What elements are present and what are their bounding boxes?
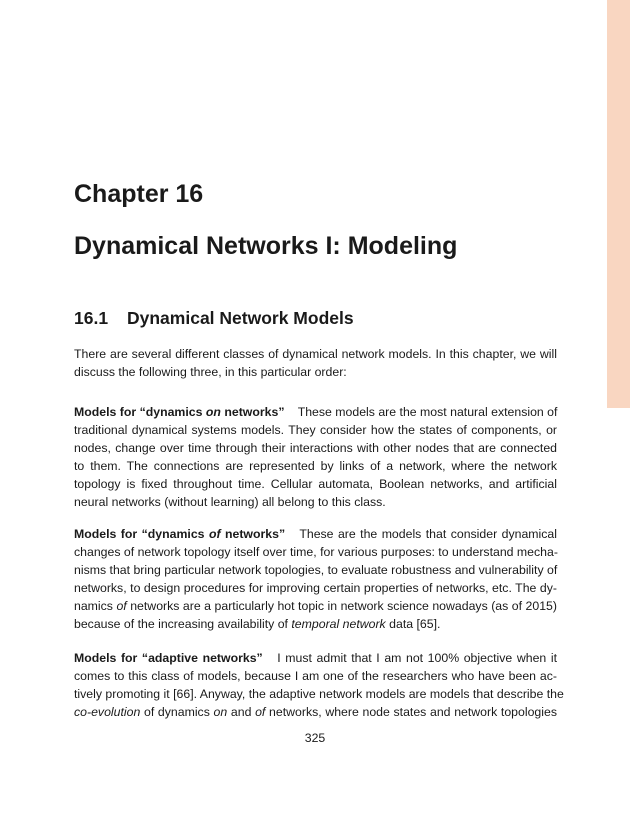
term-text: networks”: [220, 527, 286, 541]
text-line: There are several different classes of dynamical network models. In this chapter, we will: [74, 347, 557, 361]
chapter-title: Dynamical Networks I: Modeling: [74, 232, 458, 260]
term-text: networks”: [220, 405, 285, 419]
emphasis-text: on: [213, 705, 228, 720]
emphasis-text: temporal network: [291, 617, 386, 632]
text-line: changes of network topology itself over time, for various purposes: to understand mecha-: [74, 545, 558, 560]
intro-paragraph: [74, 345, 557, 381]
text-line: topology is fixed throughout time. Cellular automata, Boolean networks, and artificial: [74, 477, 557, 492]
model-paragraph-adaptive-networks: [74, 649, 564, 721]
model-term: [74, 527, 285, 541]
body-text: networks are a particularly hot topic in network science nowadays (as of 2015): [126, 599, 557, 614]
text-line: traditional dynamical systems models. They consider how the states of components, or: [74, 423, 557, 438]
text-line: discuss the following three, in this particular order:: [74, 365, 347, 380]
text-line: [74, 703, 557, 721]
text-line: networks, to design procedures for improving certain properties of networks, etc. The dy-: [74, 581, 557, 596]
model-paragraph-dynamics-of: [74, 525, 557, 634]
body-text: I must admit that I am not 100% objective when it: [277, 651, 557, 665]
model-paragraph-dynamics-on: [74, 403, 557, 512]
body-text: networks, where node states and network topologies: [265, 705, 557, 720]
text-line: [74, 649, 557, 667]
emphasis-text: of: [255, 705, 266, 720]
section-title: Dynamical Network Models: [127, 308, 354, 328]
term-text: Models for “dynamics: [74, 405, 206, 419]
term-emphasis: of: [208, 527, 221, 541]
section-number: 16.1: [74, 308, 109, 328]
text-line: nodes, change over time through their interactions with other nodes that are connected: [74, 441, 557, 456]
body-text: of dynamics: [140, 705, 214, 720]
text-line: nisms that bring particular network topologies, to evaluate robustness and vulnerability of: [74, 563, 558, 578]
text-line: [74, 403, 557, 421]
emphasis-text: co-evolution: [74, 705, 141, 720]
body-text: These are the models that consider dynamical: [299, 527, 557, 541]
text-line: [74, 615, 557, 633]
page-number: 325: [304, 731, 326, 745]
section-heading: [74, 308, 354, 329]
emphasis-text: of: [116, 599, 127, 614]
text-line: to them. The connections are represented by links of a network, where the network: [74, 459, 557, 474]
term-emphasis: on: [205, 405, 221, 419]
text-line: [74, 597, 557, 615]
body-text: data [65].: [385, 617, 441, 632]
model-term: Models for “adaptive networks”: [74, 651, 263, 665]
chapter-label: Chapter 16: [74, 180, 204, 208]
chapter-thumb-tab: [607, 0, 630, 408]
text-line: neural networks (without learning) all belong to this class.: [74, 495, 386, 510]
text-line: tively promoting it [66]. Anyway, the adaptive network models are models that describe the: [74, 687, 564, 702]
term-text: Models for “dynamics: [74, 527, 209, 541]
body-text: and: [227, 705, 256, 720]
body-text: These models are the most natural extension of: [297, 405, 558, 419]
text-line: [74, 525, 557, 543]
body-text: namics: [74, 599, 117, 614]
body-text: because of the increasing availability of: [74, 617, 292, 632]
text-line: comes to this class of models, because I am one of the researchers who have been ac-: [74, 669, 557, 684]
model-term: [74, 405, 284, 419]
